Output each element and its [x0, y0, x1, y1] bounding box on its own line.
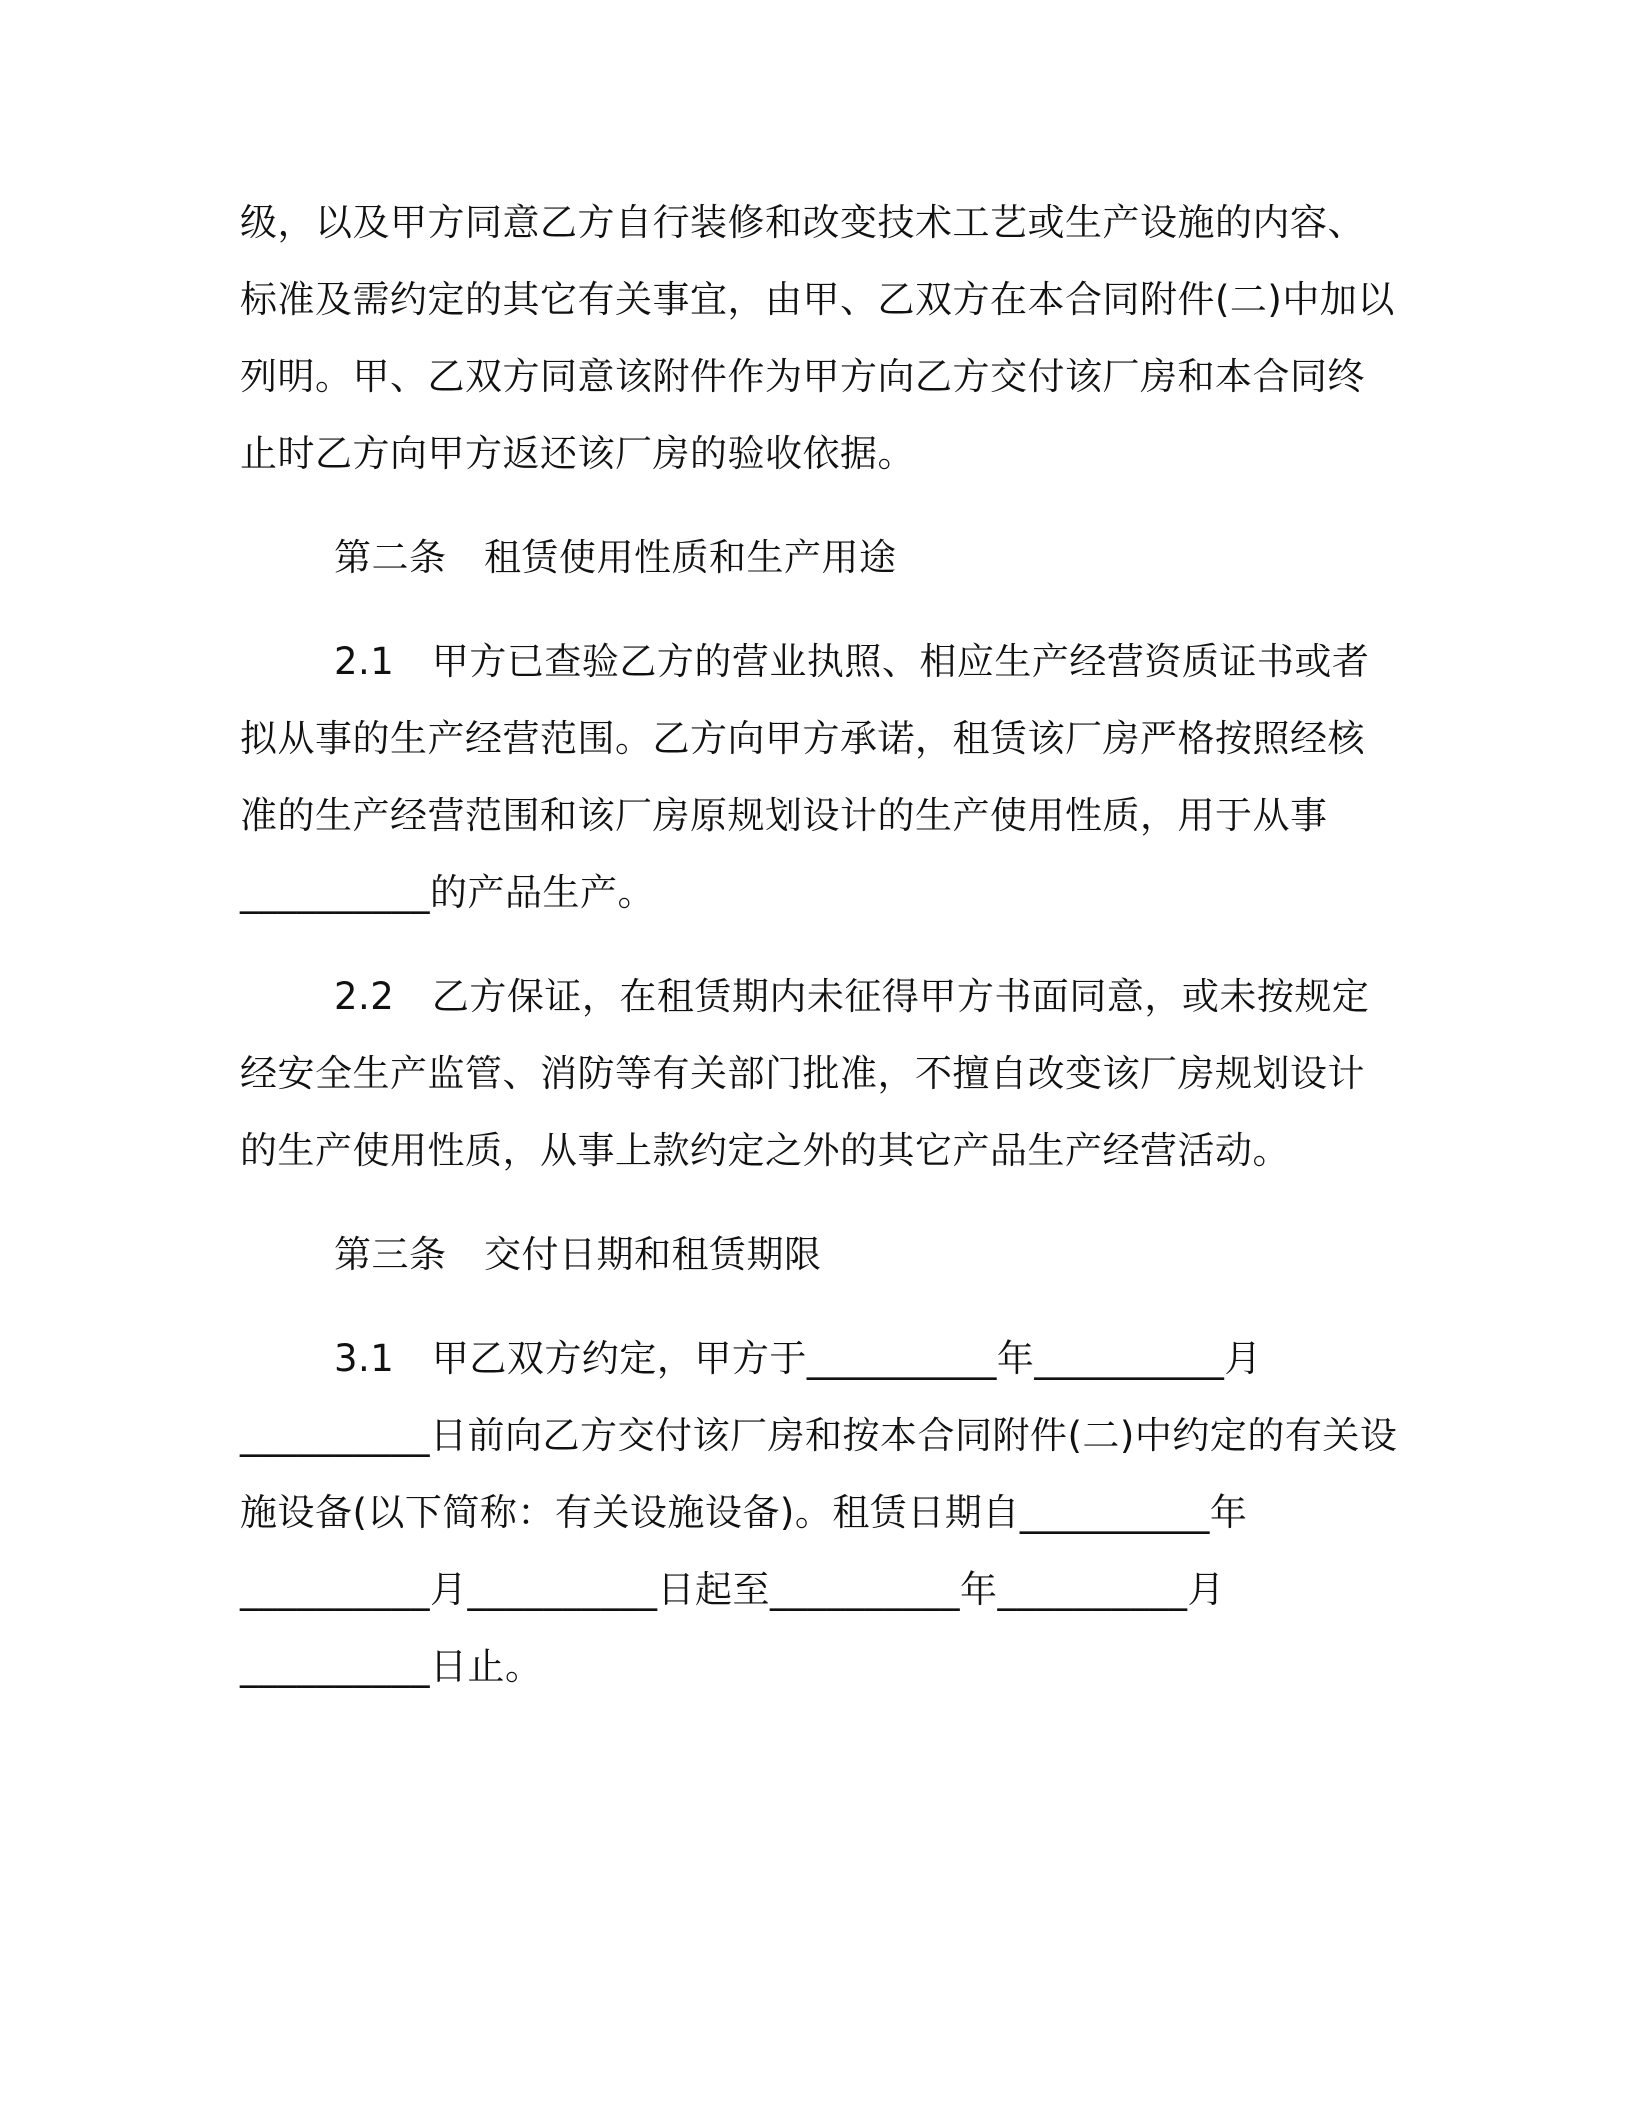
heading-text: 第二条 租赁使用性质和生产用途 — [334, 536, 897, 579]
document-body — [240, 184, 1400, 1705]
text-line: __________的产品生产。 — [240, 871, 655, 914]
text-line: 拟从事的生产经营范围。乙方向甲方承诺，租赁该厂房严格按照经核 — [240, 717, 1365, 760]
heading-text: 第三条 交付日期和租赁期限 — [334, 1233, 822, 1276]
text-line: 的生产使用性质，从事上款约定之外的其它产品生产经营活动。 — [240, 1129, 1290, 1172]
text-line: 级，以及甲方同意乙方自行装修和改变技术工艺或生产设施的内容、 — [240, 201, 1365, 244]
text-line: 2.1 甲方已查验乙方的营业执照、相应生产经营资质证书或者 — [334, 640, 1370, 683]
text-line: 止时乙方向甲方返还该厂房的验收依据。 — [240, 432, 915, 475]
text-line: 经安全生产监管、消防等有关部门批准，不擅自改变该厂房规划设计 — [240, 1052, 1365, 1095]
section-heading-article-3 — [240, 1216, 1400, 1293]
text-line: 准的生产经营范围和该厂房原规划设计的生产使用性质，用于从事 — [240, 794, 1328, 837]
text-line: __________日止。 — [240, 1645, 543, 1688]
text-line: 3.1 甲乙双方约定，甲方于__________年__________月 — [334, 1337, 1262, 1380]
text-line: 2.2 乙方保证，在租赁期内未征得甲方书面同意，或未按规定 — [334, 975, 1370, 1018]
text-line: 标准及需约定的其它有关事宜，由甲、乙双方在本合同附件(二)中加以 — [240, 278, 1395, 321]
paragraph-continuation — [240, 184, 1400, 492]
section-heading-article-2 — [240, 519, 1400, 596]
text-line: 施设备(以下简称：有关设施设备)。租赁日期自__________年 — [240, 1491, 1248, 1534]
clause-3-1 — [240, 1320, 1400, 1705]
text-line: __________月__________日起至__________年__________月 — [240, 1568, 1225, 1611]
text-line: __________日前向乙方交付该厂房和按本合同附件(二)中约定的有关设 — [240, 1414, 1398, 1457]
clause-2-2 — [240, 958, 1400, 1189]
clause-2-1 — [240, 623, 1400, 931]
text-line: 列明。甲、乙双方同意该附件作为甲方向乙方交付该厂房和本合同终 — [240, 355, 1365, 398]
